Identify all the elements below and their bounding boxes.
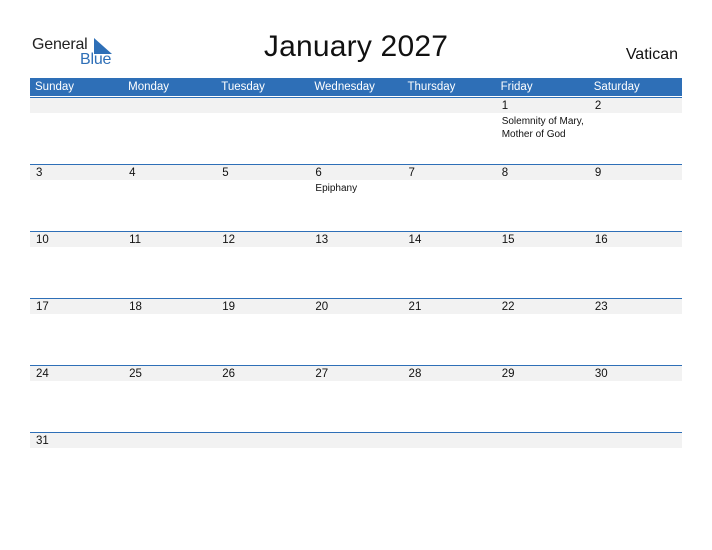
weekday-header <box>30 78 682 96</box>
day-cell <box>123 433 216 499</box>
day-cell <box>123 299 216 365</box>
day-number: 2 <box>594 100 602 112</box>
day-cell <box>496 433 589 499</box>
day-cell <box>496 299 589 365</box>
logo-text-blue: Blue <box>80 51 112 68</box>
day-cell <box>403 165 496 231</box>
day-number: 31 <box>36 435 49 447</box>
day-cell <box>403 98 496 164</box>
day-number: 1 <box>501 100 509 112</box>
country-label: Vatican <box>625 46 678 63</box>
day-cell <box>30 98 123 164</box>
weekday-tuesday: Tuesday <box>221 81 265 93</box>
day-number: 23 <box>594 301 608 313</box>
day-cell <box>123 165 216 231</box>
day-cell <box>589 232 682 298</box>
day-number: 22 <box>501 301 515 313</box>
day-number: 28 <box>408 368 422 380</box>
day-cell <box>30 165 123 231</box>
day-cell <box>216 232 309 298</box>
day-cell <box>589 299 682 365</box>
day-cell <box>216 433 309 499</box>
day-number: 8 <box>501 167 509 179</box>
weekday-monday: Monday <box>128 81 170 93</box>
day-number: 24 <box>36 368 49 380</box>
day-number: 18 <box>129 301 142 313</box>
day-cell <box>123 366 216 432</box>
day-number: 25 <box>129 368 142 380</box>
day-cell <box>403 366 496 432</box>
week-row <box>30 432 682 449</box>
weekday-wednesday: Wednesday <box>314 81 375 93</box>
weekday-friday: Friday <box>500 81 533 93</box>
day-cell <box>309 433 402 499</box>
day-number: 21 <box>408 301 422 313</box>
weekday-saturday: Saturday <box>593 81 640 93</box>
day-cell <box>216 299 309 365</box>
day-number: 26 <box>222 368 236 380</box>
holiday-label: Solemnity of Mary, Mother of God <box>501 116 584 140</box>
day-cell <box>589 366 682 432</box>
day-number: 11 <box>129 234 142 246</box>
week-row <box>30 97 682 164</box>
day-number: 5 <box>222 167 229 179</box>
day-cell <box>30 299 123 365</box>
day-cell <box>216 366 309 432</box>
weekday-thursday: Thursday <box>407 81 456 93</box>
day-number: 29 <box>501 368 515 380</box>
day-cell <box>123 232 216 298</box>
day-number: 20 <box>315 301 329 313</box>
day-cell <box>403 299 496 365</box>
day-cell <box>309 232 402 298</box>
day-number: 10 <box>36 234 49 246</box>
day-cell <box>589 165 682 231</box>
day-cell <box>496 165 589 231</box>
weekday-sunday: Sunday <box>35 81 75 93</box>
day-cell <box>309 299 402 365</box>
day-number: 30 <box>594 368 608 380</box>
holiday-label: Epiphany <box>315 183 358 194</box>
day-cell <box>30 232 123 298</box>
day-number: 6 <box>315 167 322 179</box>
day-number: 19 <box>222 301 236 313</box>
calendar-title: January 2027 <box>263 30 449 63</box>
day-number: 16 <box>594 234 608 246</box>
week-row <box>30 164 682 231</box>
day-cell <box>30 433 123 499</box>
day-cell <box>309 366 402 432</box>
day-cell <box>589 98 682 164</box>
day-cell <box>589 433 682 499</box>
week-row <box>30 365 682 432</box>
day-number: 4 <box>129 167 136 179</box>
day-number: 9 <box>594 167 602 179</box>
week-row <box>30 298 682 365</box>
day-number: 3 <box>36 167 43 179</box>
day-cell <box>216 98 309 164</box>
day-cell <box>403 232 496 298</box>
day-number: 13 <box>315 234 329 246</box>
logo-text-general: General <box>32 36 88 53</box>
day-cell <box>309 165 402 231</box>
day-cell <box>403 433 496 499</box>
day-number: 14 <box>408 234 422 246</box>
day-number: 15 <box>501 234 515 246</box>
day-cell <box>496 232 589 298</box>
day-cell <box>216 165 309 231</box>
week-row <box>30 231 682 298</box>
day-cell <box>496 366 589 432</box>
day-number: 17 <box>36 301 49 313</box>
day-cell <box>30 366 123 432</box>
day-number: 12 <box>222 234 236 246</box>
day-cell <box>496 98 589 164</box>
day-number: 7 <box>408 167 415 179</box>
day-number: 27 <box>315 368 329 380</box>
day-cell <box>123 98 216 164</box>
day-cell <box>309 98 402 164</box>
